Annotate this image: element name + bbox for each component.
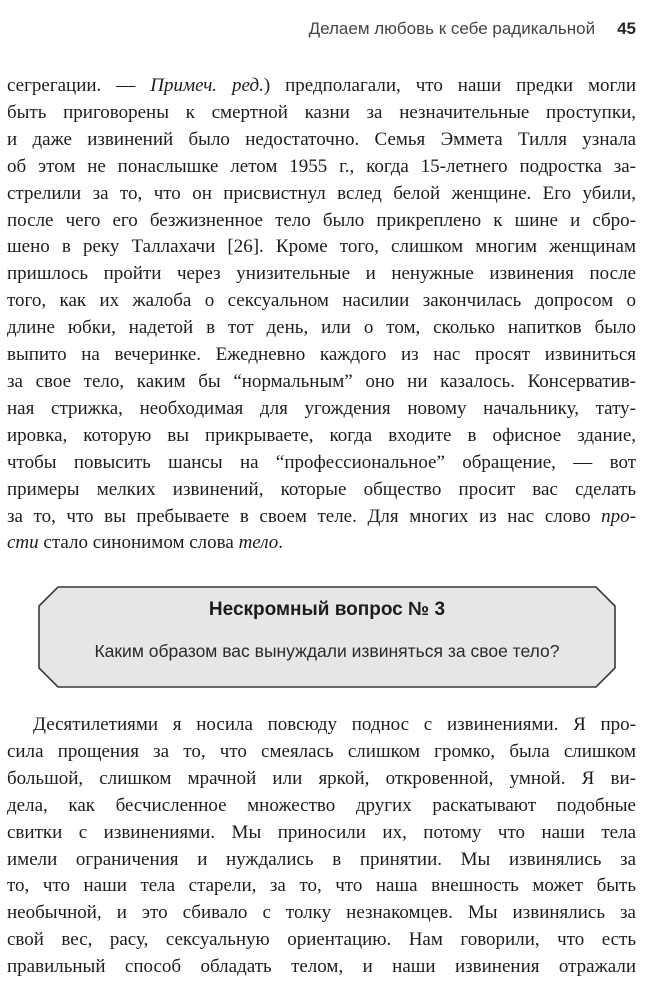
text-line: ировка, которую вы прикрываете, когда входите в офисное здание, bbox=[7, 424, 636, 446]
text-line bbox=[7, 73, 636, 100]
italic-word: тело bbox=[238, 532, 279, 554]
text-line: быть приговорены к смертной казни за незначительные проступки, bbox=[7, 101, 636, 123]
text-line: Десятилетиями я носила повсюду поднос с извинениями. Я про- bbox=[33, 714, 636, 735]
text-line: ная стрижка, необходимая для угождения новому начальнику, тату- bbox=[7, 397, 636, 419]
text-line: правильный способ обладать телом, и наши извинения отражали bbox=[7, 956, 636, 978]
text-line: пришлось пройти через унизительные и ненужные извинения после bbox=[7, 263, 636, 285]
text-line: выпито на вечеринке. Ежедневно каждого из нас просят извиниться bbox=[7, 344, 636, 366]
text-line: свой вес, расу, сексуальную ориентацию. Нам говорили, что есть bbox=[7, 929, 636, 951]
text-line: то, что наши тела старели, за то, что наша внешность может быть bbox=[7, 875, 636, 897]
page-number: 45 bbox=[617, 19, 636, 38]
text-line: шено в реку Таллахачи [26]. Кроме того, слишком многим женщинам bbox=[7, 236, 636, 258]
text-line: дела, как бесчисленное множество других раскатывают подобные bbox=[7, 794, 636, 816]
text-line: имели ограничения и нуждались в принятии. Мы извинялись за bbox=[7, 848, 636, 870]
text-line: об этом не понаслышке летом 1955 г., когда 15-летнего подростка за- bbox=[7, 155, 636, 177]
callout-title: Нескромный вопрос № 3 bbox=[208, 599, 446, 620]
running-header bbox=[309, 19, 636, 39]
chapter-title: Делаем любовь к себе радикальной bbox=[308, 19, 596, 38]
text-line: того, как их жалоба о сексуальном насилии закончилась допросом о bbox=[7, 290, 636, 312]
text-line: свитки с извинениями. Мы приносили их, потому что наши тела bbox=[7, 821, 636, 843]
text-line: после чего его безжизненное тело было прикреплено к шине и сбро- bbox=[7, 209, 636, 231]
text-line bbox=[7, 530, 636, 557]
callout-question: Каким образом вас вынуждали извиняться за свое тело? bbox=[94, 641, 560, 661]
text-line: большой, слишком мрачной или яркой, откровенной, умной. Я ви- bbox=[7, 767, 636, 789]
text-line: сила прощения за то, что смеялась слишком громко, была слишком bbox=[7, 740, 636, 762]
text-line: чтобы повысить шансы на “профессиональное” обращение, — вот bbox=[7, 451, 636, 473]
text-run: ) предполагали, что наши предки могли bbox=[263, 75, 636, 96]
italic-word: сти bbox=[7, 532, 39, 554]
text-run: стало синонимом слова bbox=[38, 532, 239, 554]
text-line: примеры мелких извинений, которые общество просит вас сделать bbox=[7, 478, 636, 500]
text-line: за свое тело, каким бы “нормальным” оно ни казалось. Консерватив- bbox=[7, 370, 636, 392]
text-line: стрелили за то, что он присвистнул вслед белой женщине. Его убили, bbox=[7, 182, 636, 204]
paragraph-1 bbox=[7, 73, 636, 557]
italic-word: про- bbox=[601, 505, 636, 527]
editor-note: Примеч. ред. bbox=[150, 75, 264, 96]
text-run: за то, что вы пребываете в своем теле. Для многих из нас слово bbox=[7, 505, 602, 527]
text-line: необычной, и это сбивало с толку незнакомцев. Мы извинялись за bbox=[7, 902, 636, 924]
paragraph-2 bbox=[7, 712, 636, 981]
question-callout bbox=[38, 586, 616, 688]
text-run: сегрегации. — bbox=[7, 75, 151, 96]
text-line: и даже извинений было недостаточно. Семья Эммета Тилля узнала bbox=[7, 128, 636, 150]
text-line bbox=[7, 504, 636, 531]
text-run: . bbox=[278, 532, 284, 554]
text-line: длине юбки, надетой в тот день, или о том, сколько напитков было bbox=[7, 317, 636, 339]
